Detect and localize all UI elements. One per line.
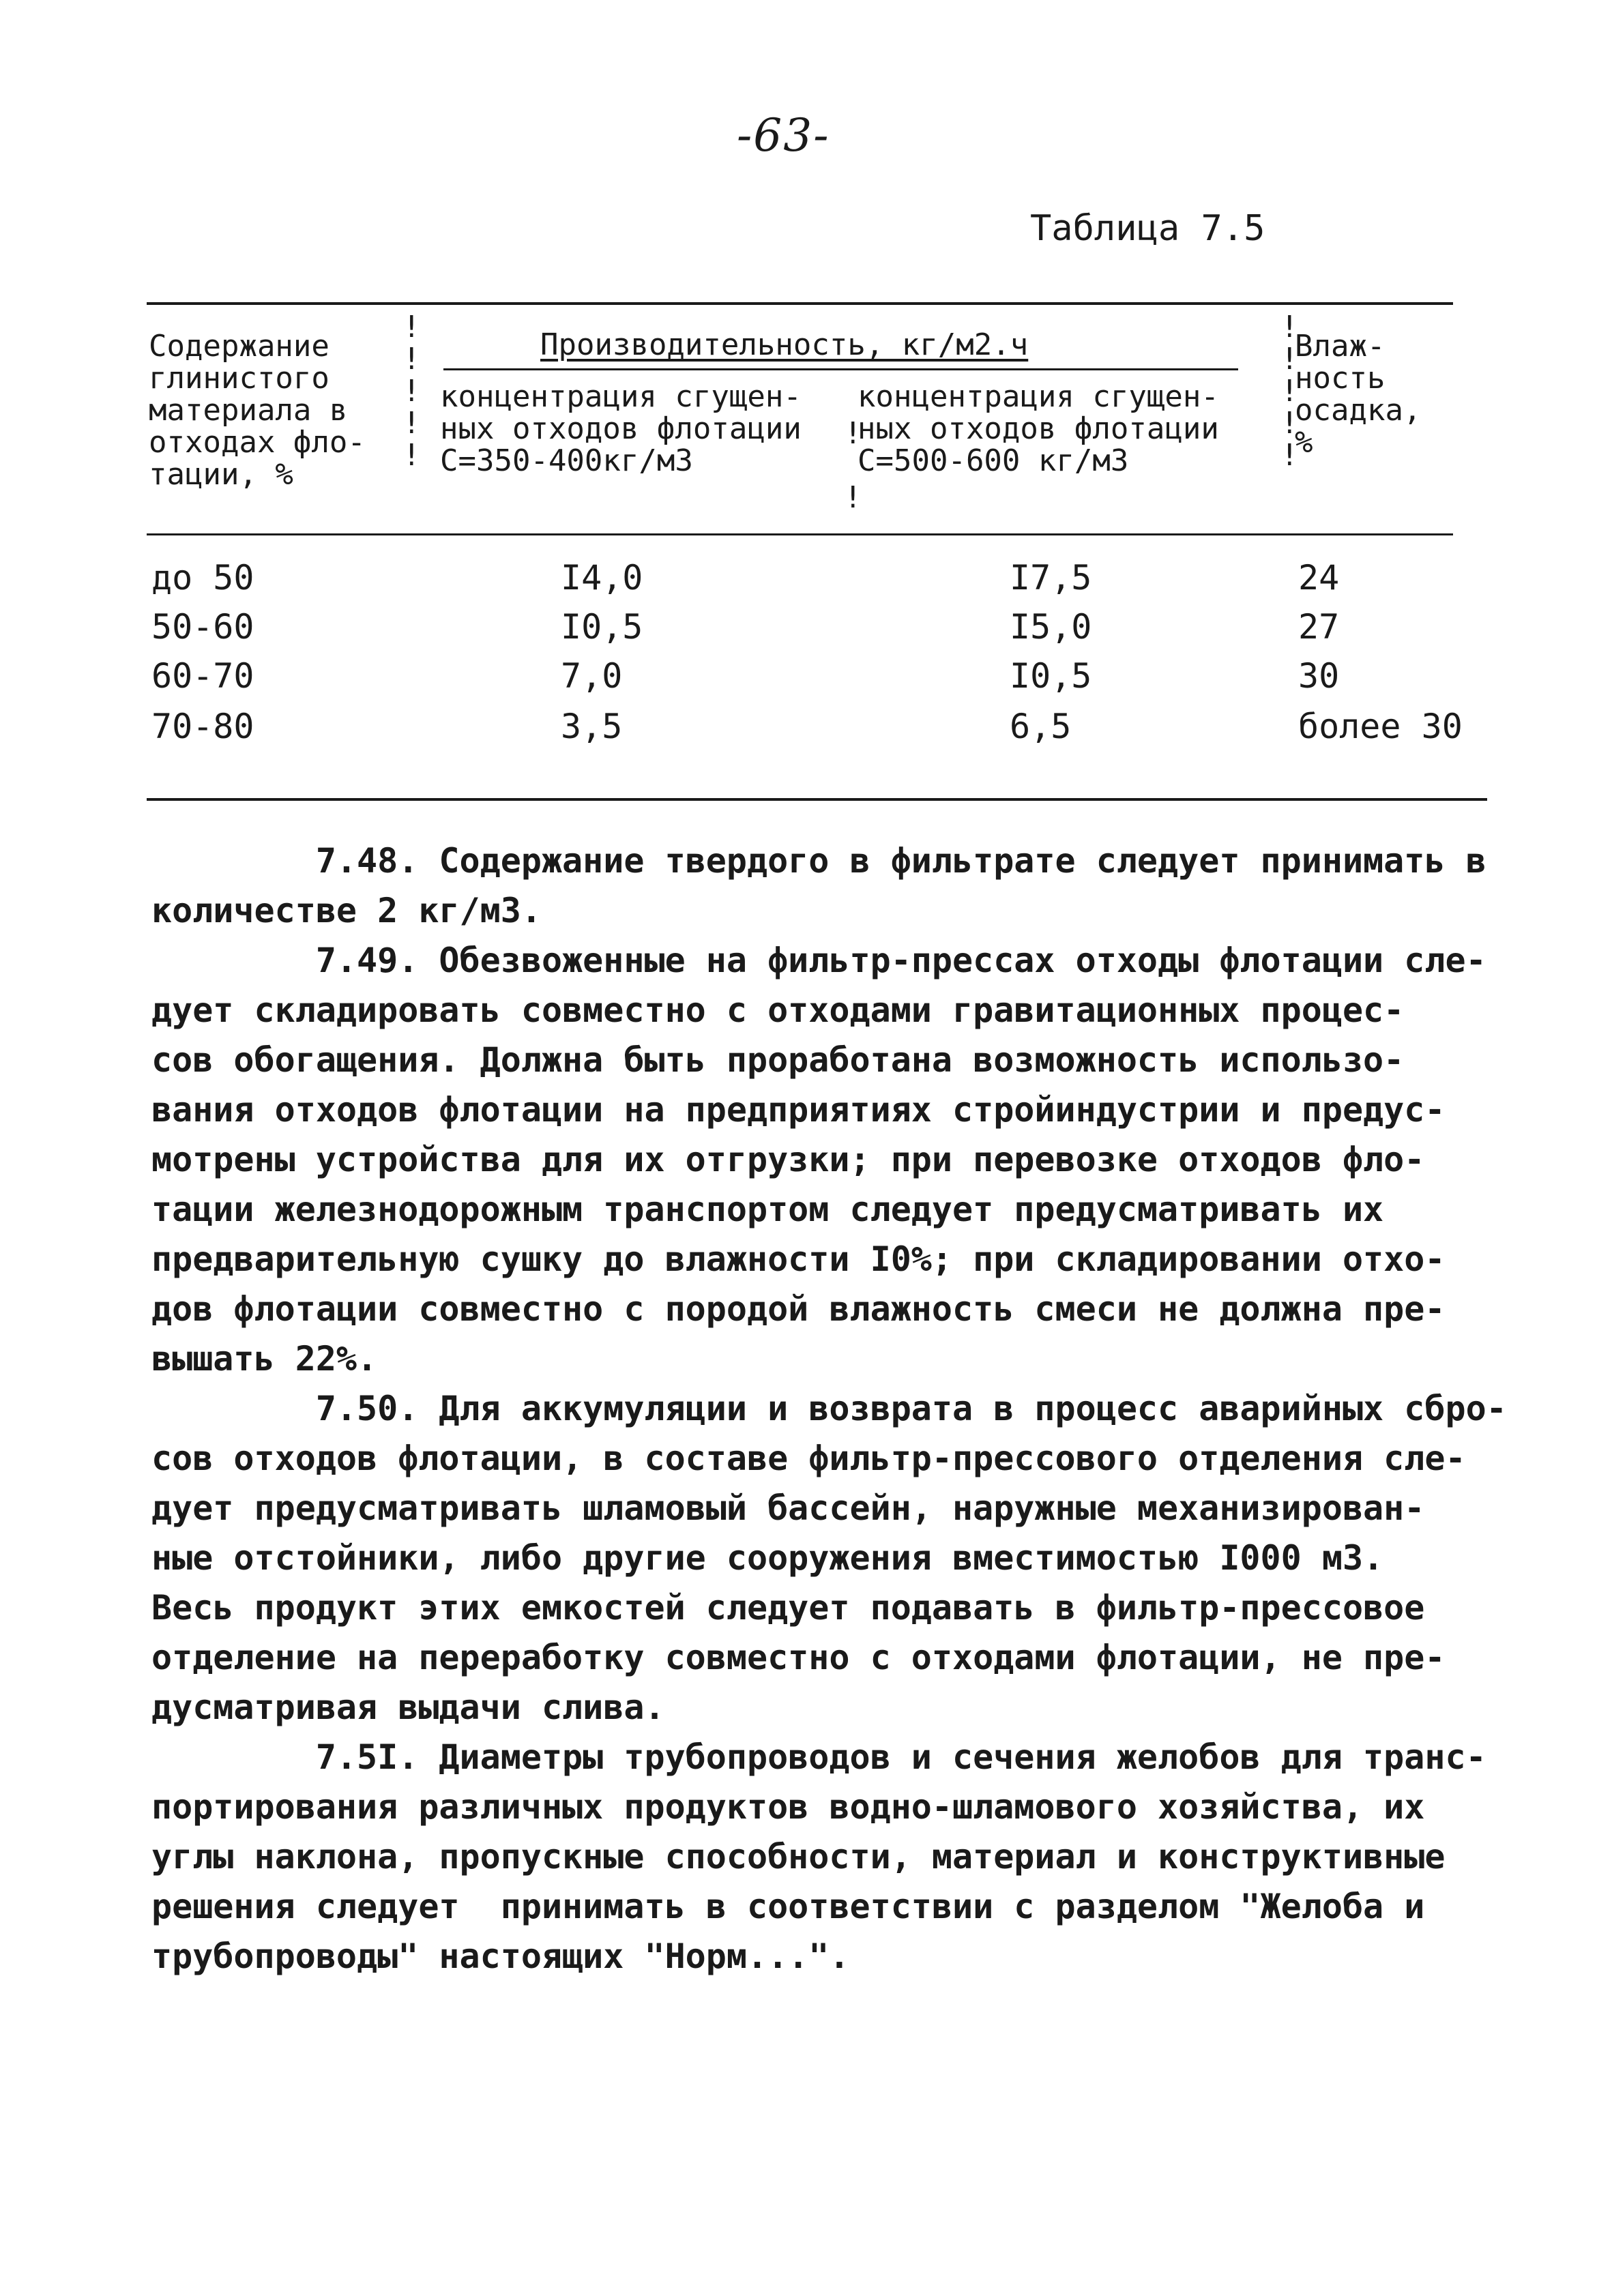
clay-content-cell: 60-70 bbox=[151, 656, 254, 696]
table-caption: Таблица 7.5 bbox=[1030, 208, 1265, 249]
body-text bbox=[151, 836, 1507, 1982]
productivity-2-cell: 6,5 bbox=[1010, 707, 1072, 746]
table-header-concentration-1: концентрация сгущен- ных отходов флотации С=350-400кг/м3 bbox=[440, 379, 802, 478]
table-top-rule bbox=[147, 302, 1453, 305]
text-line: количестве 2 кг/м3. bbox=[151, 891, 542, 930]
table-header-rule bbox=[147, 533, 1453, 535]
text-line: сов обогащения. Должна быть проработана возможность использо- bbox=[151, 1040, 1405, 1080]
moisture-cell: 30 bbox=[1298, 656, 1340, 696]
text-line: 7.5I. Диаметры трубопроводов и сечения желобов для транс- bbox=[151, 1737, 1486, 1777]
productivity-2-cell: I0,5 bbox=[1010, 656, 1092, 696]
table-row bbox=[0, 603, 1612, 651]
text-line: ные отстойники, либо другие сооружения вместимостью I000 м3. bbox=[151, 1538, 1384, 1578]
text-line: трубопроводы" настоящих "Норм...". bbox=[151, 1937, 850, 1976]
text-line: дусматривая выдачи слива. bbox=[151, 1688, 665, 1727]
text-line: тации железнодорожным транспортом следует предусматривать их bbox=[151, 1190, 1384, 1229]
text-line: предварительную сушку до влажности I0%; при складировании отхо- bbox=[151, 1239, 1446, 1279]
text-line: решения следует принимать в соответствии с разделом "Желоба и bbox=[151, 1887, 1425, 1926]
clay-content-cell: 70-80 bbox=[151, 707, 254, 746]
clay-content-cell: до 50 bbox=[151, 558, 254, 598]
column-separator: ! ! ! ! ! bbox=[1280, 310, 1299, 473]
moisture-cell: 27 bbox=[1298, 607, 1340, 647]
table-row bbox=[0, 554, 1612, 602]
table-header-concentration-2: концентрация сгущен- ных отходов флотации С=500-600 кг/м3 bbox=[858, 379, 1219, 478]
productivity-2-cell: I7,5 bbox=[1010, 558, 1092, 598]
text-line: мотрены устройства для их отгрузки; при перевозке отходов фло- bbox=[151, 1140, 1425, 1179]
text-line: портирования различных продуктов водно-шламового хозяйства, их bbox=[151, 1787, 1425, 1827]
text-line: 7.49. Обезвоженные на фильтр-прессах отходы флотации сле- bbox=[151, 941, 1486, 980]
table-row bbox=[0, 652, 1612, 700]
moisture-cell: более 30 bbox=[1298, 707, 1463, 746]
text-line: сов отходов флотации, в составе фильтр-прессового отделения сле- bbox=[151, 1439, 1466, 1478]
table-row bbox=[0, 703, 1612, 750]
productivity-1-cell: I0,5 bbox=[561, 607, 643, 647]
table-group-underline bbox=[443, 368, 1238, 370]
text-line: вания отходов флотации на предприятиях стройиндустрии и предус- bbox=[151, 1090, 1446, 1130]
text-line: 7.50. Для аккумуляции и возврата в процесс аварийных сбро- bbox=[151, 1389, 1507, 1428]
text-line: 7.48. Содержание твердого в фильтрате следует принимать в bbox=[151, 841, 1486, 881]
moisture-cell: 24 bbox=[1298, 558, 1340, 598]
text-line: вышать 22%. bbox=[151, 1339, 378, 1379]
table-header-moisture: Влаж- ность осадка, % bbox=[1295, 329, 1422, 460]
productivity-1-cell: 7,0 bbox=[561, 656, 623, 696]
text-line: дов флотации совместно с породой влажность смеси не должна пре- bbox=[151, 1289, 1446, 1329]
page-number: -63- bbox=[737, 109, 830, 162]
table-header-productivity: Производительность, кг/м2.ч bbox=[540, 327, 1029, 362]
productivity-1-cell: 3,5 bbox=[561, 707, 623, 746]
column-separator: ! ! ! ! ! bbox=[402, 310, 421, 473]
text-line: дует складировать совместно с отходами гравитационных процес- bbox=[151, 990, 1405, 1030]
table-bottom-rule bbox=[147, 798, 1487, 801]
text-line: дует предусматривать шламовый бассейн, наружные механизирован- bbox=[151, 1488, 1425, 1528]
table-header-clay-content: Содержание глинистого материала в отходах фло- тации, % bbox=[149, 329, 366, 492]
clay-content-cell: 50-60 bbox=[151, 607, 254, 647]
text-line: отделение на переработку совместно с отходами флотации, не пре- bbox=[151, 1638, 1446, 1677]
text-line: углы наклона, пропускные способности, материал и конструктивные bbox=[151, 1837, 1446, 1876]
productivity-1-cell: I4,0 bbox=[561, 558, 643, 598]
column-separator: ! ! bbox=[844, 416, 862, 515]
productivity-2-cell: I5,0 bbox=[1010, 607, 1092, 647]
text-line: Весь продукт этих емкостей следует подавать в фильтр-прессовое bbox=[151, 1588, 1425, 1628]
